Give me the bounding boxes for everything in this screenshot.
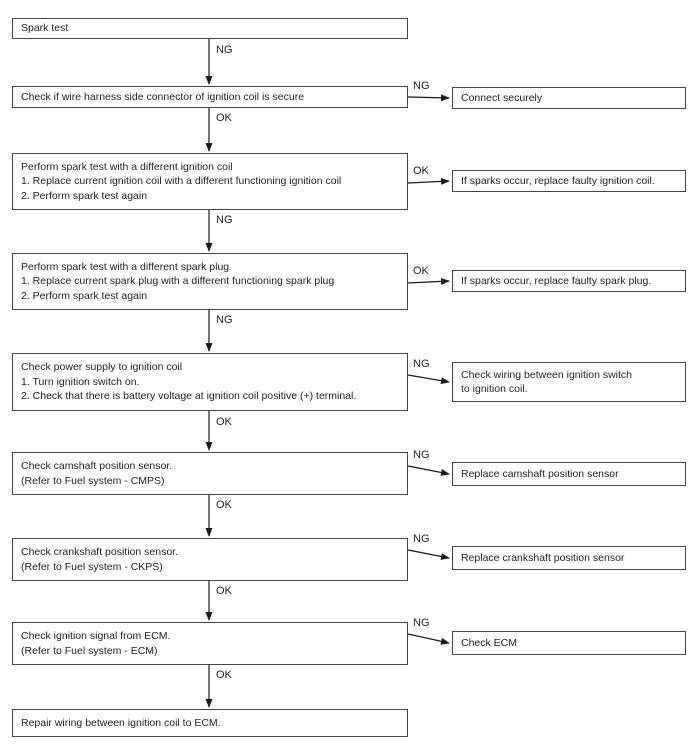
result-check-wiring-switch (452, 362, 686, 402)
arrow-harness-to-connect (408, 97, 449, 98)
step-crankshaft-sensor-check-line1: Check crankshaft position sensor. (21, 546, 178, 558)
result-replace-crankshaft-sensor-text: Replace crankshaft position sensor (461, 551, 625, 564)
result-check-ecm-text: Check ECM (461, 636, 518, 649)
step-ecm-signal-check (12, 622, 408, 665)
label-camshaft-ok: OK (216, 499, 232, 511)
arrow-ecm-to-checkecm (408, 634, 449, 643)
step-different-ignition-coil-line1: Perform spark test with a different ignition coil (21, 160, 233, 173)
label-branch-diffplug-ok: OK (413, 265, 429, 277)
step-different-ignition-coil-line2: 1. Replace current ignition coil with a different functioning ignition coil (21, 175, 342, 188)
result-check-wiring-switch-line2: to ignition coil. (461, 383, 528, 395)
step-harness-check (12, 86, 408, 108)
result-replace-camshaft-sensor (452, 462, 686, 486)
label-branch-crankshaft-ng: NG (413, 533, 430, 545)
step-different-ignition-coil (12, 153, 408, 210)
step-repair-wiring (12, 709, 408, 737)
step-crankshaft-sensor-check-line2: (Refer to Fuel system - CKPS) (21, 560, 163, 573)
step-different-spark-plug-line2: 1. Replace current spark plug with a different functioning spark plug (21, 275, 335, 288)
step-camshaft-sensor-check-line1: Check camshaft position sensor. (21, 460, 173, 472)
step-different-spark-plug-line1: Perform spark test with a different spark plug (21, 260, 230, 273)
step-power-supply-check (12, 353, 408, 411)
step-power-supply-check-line2: 1. Turn ignition switch on. (21, 375, 140, 388)
label-branch-diffcoil-ok: OK (413, 165, 429, 177)
result-check-wiring-switch-line1: Check wiring between ignition switch (461, 368, 632, 381)
step-spark-test (12, 18, 408, 39)
label-ecm-ok: OK (216, 669, 232, 681)
step-crankshaft-sensor-check (12, 538, 408, 581)
label-spark-ng: NG (216, 44, 233, 56)
step-power-supply-check-line1: Check power supply to ignition coil (21, 361, 183, 374)
label-crankshaft-ok: OK (216, 585, 232, 597)
step-different-spark-plug-line3: 2. Perform spark test again (21, 289, 148, 302)
step-spark-test-text: Spark test (21, 22, 69, 35)
label-branch-power-ng: NG (413, 358, 430, 370)
arrow-power-to-wiringswitch (408, 375, 449, 382)
result-replace-camshaft-sensor-text: Replace camshaft position sensor (461, 467, 619, 480)
result-replace-faulty-plug (452, 270, 686, 292)
step-repair-wiring-text: Repair wiring between ignition coil to ECM. (21, 716, 221, 729)
step-camshaft-sensor-check-line2: (Refer to Fuel system - CMPS) (21, 474, 165, 487)
result-replace-faulty-coil (452, 170, 686, 192)
result-connect-securely (452, 87, 686, 109)
result-check-ecm (452, 631, 686, 655)
result-replace-faulty-plug-text: If sparks occur, replace faulty spark plug. (461, 274, 652, 287)
label-diffplug-ng: NG (216, 314, 233, 326)
label-power-ok: OK (216, 416, 232, 428)
step-harness-check-text: Check if wire harness side connector of ignition coil is secure (21, 90, 305, 103)
arrow-camshaft-to-replacecmps (408, 466, 449, 474)
label-harness-ok: OK (216, 112, 232, 124)
label-branch-harness-ng: NG (413, 80, 430, 92)
step-different-ignition-coil-line3: 2. Perform spark test again (21, 189, 148, 202)
step-ecm-signal-check-line1: Check ignition signal from ECM. (21, 630, 171, 642)
result-replace-crankshaft-sensor (452, 546, 686, 570)
arrow-crankshaft-to-replaceckps (408, 550, 449, 558)
step-different-spark-plug (12, 253, 408, 310)
label-diffcoil-ng: NG (216, 214, 233, 226)
arrow-diffcoil-to-replacecoil (408, 181, 449, 183)
label-branch-ecm-ng: NG (413, 617, 430, 629)
step-camshaft-sensor-check (12, 452, 408, 495)
step-ecm-signal-check-line2: (Refer to Fuel system - ECM) (21, 644, 158, 657)
result-connect-securely-text: Connect securely (461, 91, 543, 104)
result-replace-faulty-coil-text: If sparks occur, replace faulty ignition coil. (461, 174, 655, 187)
label-branch-camshaft-ng: NG (413, 449, 430, 461)
step-power-supply-check-line3: 2. Check that there is battery voltage at ignition coil positive (+) terminal. (21, 390, 357, 403)
arrow-diffplug-to-replaceplug (408, 281, 449, 283)
